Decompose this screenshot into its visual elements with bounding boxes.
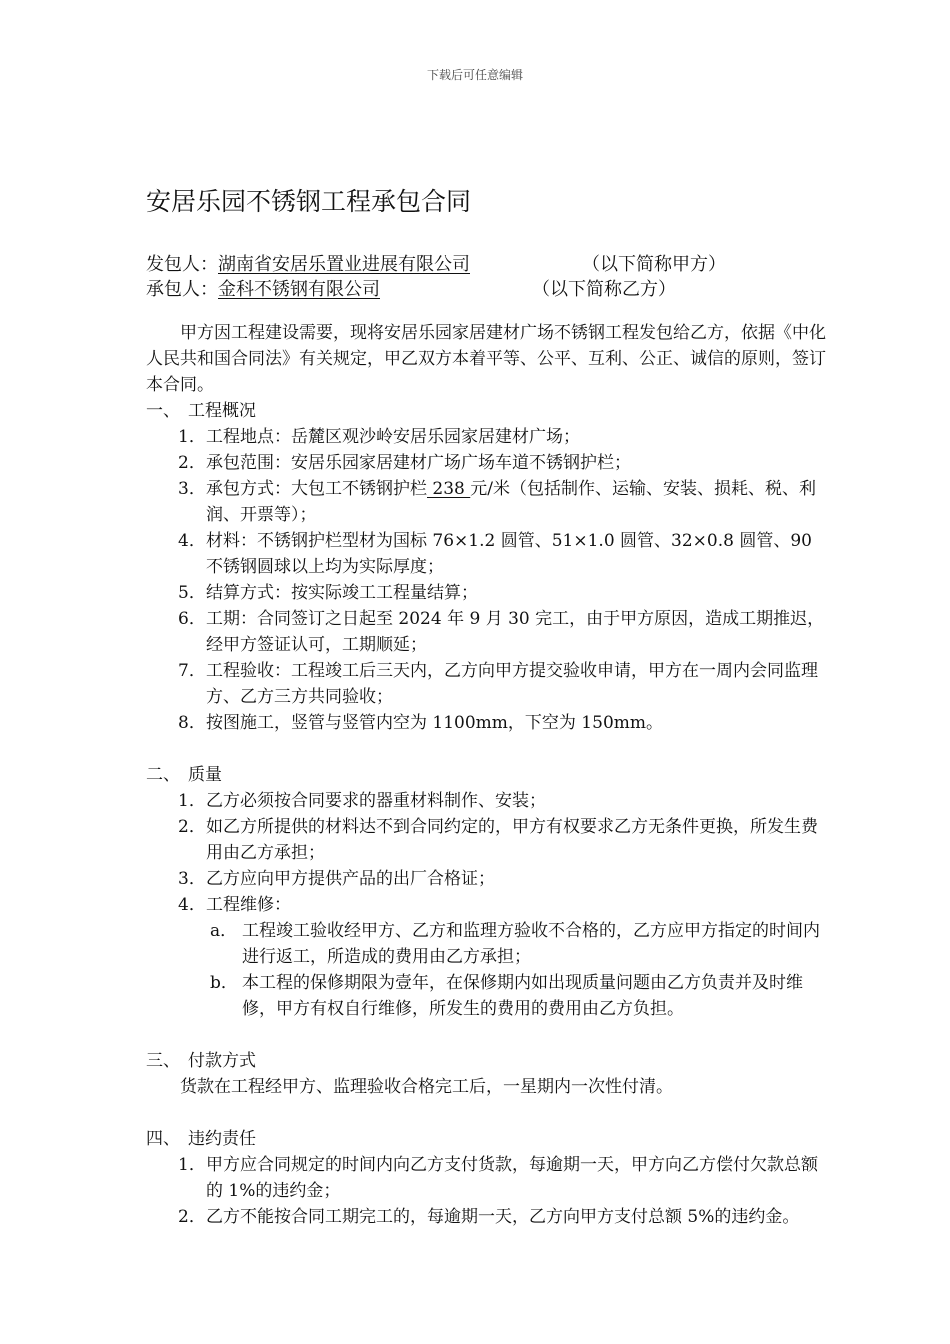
list-item: 3． 乙方应向甲方提供产品的出厂合格证；	[178, 869, 495, 889]
intro-paragraph: 甲方因工程建设需要，现将安居乐园家居建材广场不锈钢工程发包给乙方，依据《中化人民共和国合同法》有关规定，甲乙双方本着平等、公平、互利、公正、诚信的原则，签订本合同。	[146, 323, 826, 395]
party-contractor	[146, 275, 676, 301]
section-4-heading: 四、 违约责任	[146, 1129, 256, 1149]
party-label: 发包人：	[146, 254, 218, 275]
section-3-heading: 三、 付款方式	[146, 1051, 256, 1071]
sub-list-item: b． 本工程的保修期限为壹年，在保修期内如出现质量问题由乙方负责并及时维修，甲方有权自行维修，所发生的费用的费用由乙方负担。	[210, 973, 803, 1019]
unit-price: 238	[427, 479, 471, 499]
list-item: 6． 工期：合同签订之日起至 2024 年 9 月 30 完工，由于甲方原因，造成工期推迟，经甲方签证认可，工期顺延；	[178, 609, 825, 655]
payment-paragraph: 货款在工程经甲方、监理验收合格完工后，一星期内一次性付清。	[180, 1077, 673, 1097]
party-employer	[146, 250, 726, 276]
party-note: （以下简称甲方）	[582, 254, 726, 275]
list-item: 5． 结算方式：按实际竣工工程量结算；	[178, 583, 478, 603]
list-item: 2． 如乙方所提供的材料达不到合同约定的，甲方有权要求乙方无条件更换，所发生费用由乙方承担；	[178, 817, 818, 863]
list-item: 3． 承包方式：大包工不锈钢护栏 238 元/米（包括制作、运输、安装、损耗、税、利润、开票等）；	[178, 479, 816, 525]
list-item: 2． 承包范围：安居乐园家居建材广场广场车道不锈钢护栏；	[178, 453, 631, 473]
sub-list-item: a． 工程竣工验收经甲方、乙方和监理方验收不合格的，乙方应甲方指定的时间内进行返工，所造成的费用由乙方承担；	[210, 921, 820, 967]
document-title: 安居乐园不锈钢工程承包合同	[146, 187, 472, 216]
party-name: 湖南省安居乐置业进展有限公司	[218, 254, 470, 275]
page-header: 下载后可任意编辑	[426, 68, 523, 82]
list-item: 1． 工程地点：岳麓区观沙岭安居乐园家居建材广场；	[178, 427, 580, 447]
list-item: 4． 工程维修：	[178, 895, 291, 915]
list-item: 1． 乙方必须按合同要求的器重材料制作、安装；	[178, 791, 546, 811]
party-name: 金科不锈钢有限公司	[218, 279, 380, 300]
section-2-heading: 二、 质量	[146, 765, 222, 785]
party-label: 承包人：	[146, 279, 218, 300]
party-note: （以下简称乙方）	[532, 279, 676, 300]
list-item: 8． 按图施工，竖管与竖管内空为 1100mm，下空为 150mm。	[178, 713, 663, 733]
list-item: 2． 乙方不能按合同工期完工的，每逾期一天，乙方向甲方支付总额 5%的违约金。	[178, 1207, 800, 1227]
contract-body	[146, 320, 826, 1230]
list-item: 1． 甲方应合同规定的时间内向乙方支付货款，每逾期一天，甲方向乙方偿付欠款总额的 1%的违约金；	[178, 1155, 818, 1201]
section-1-heading: 一、 工程概况	[146, 401, 256, 421]
list-item: 4． 材料：不锈钢护栏型材为国标 76×1.2 圆管、51×1.0 圆管、32×0.8 圆管、90 不锈钢圆球以上均为实际厚度；	[178, 531, 812, 577]
list-item: 7． 工程验收：工程竣工后三天内，乙方向甲方提交验收申请，甲方在一周内会同监理方、乙方三方共同验收；	[178, 661, 818, 707]
